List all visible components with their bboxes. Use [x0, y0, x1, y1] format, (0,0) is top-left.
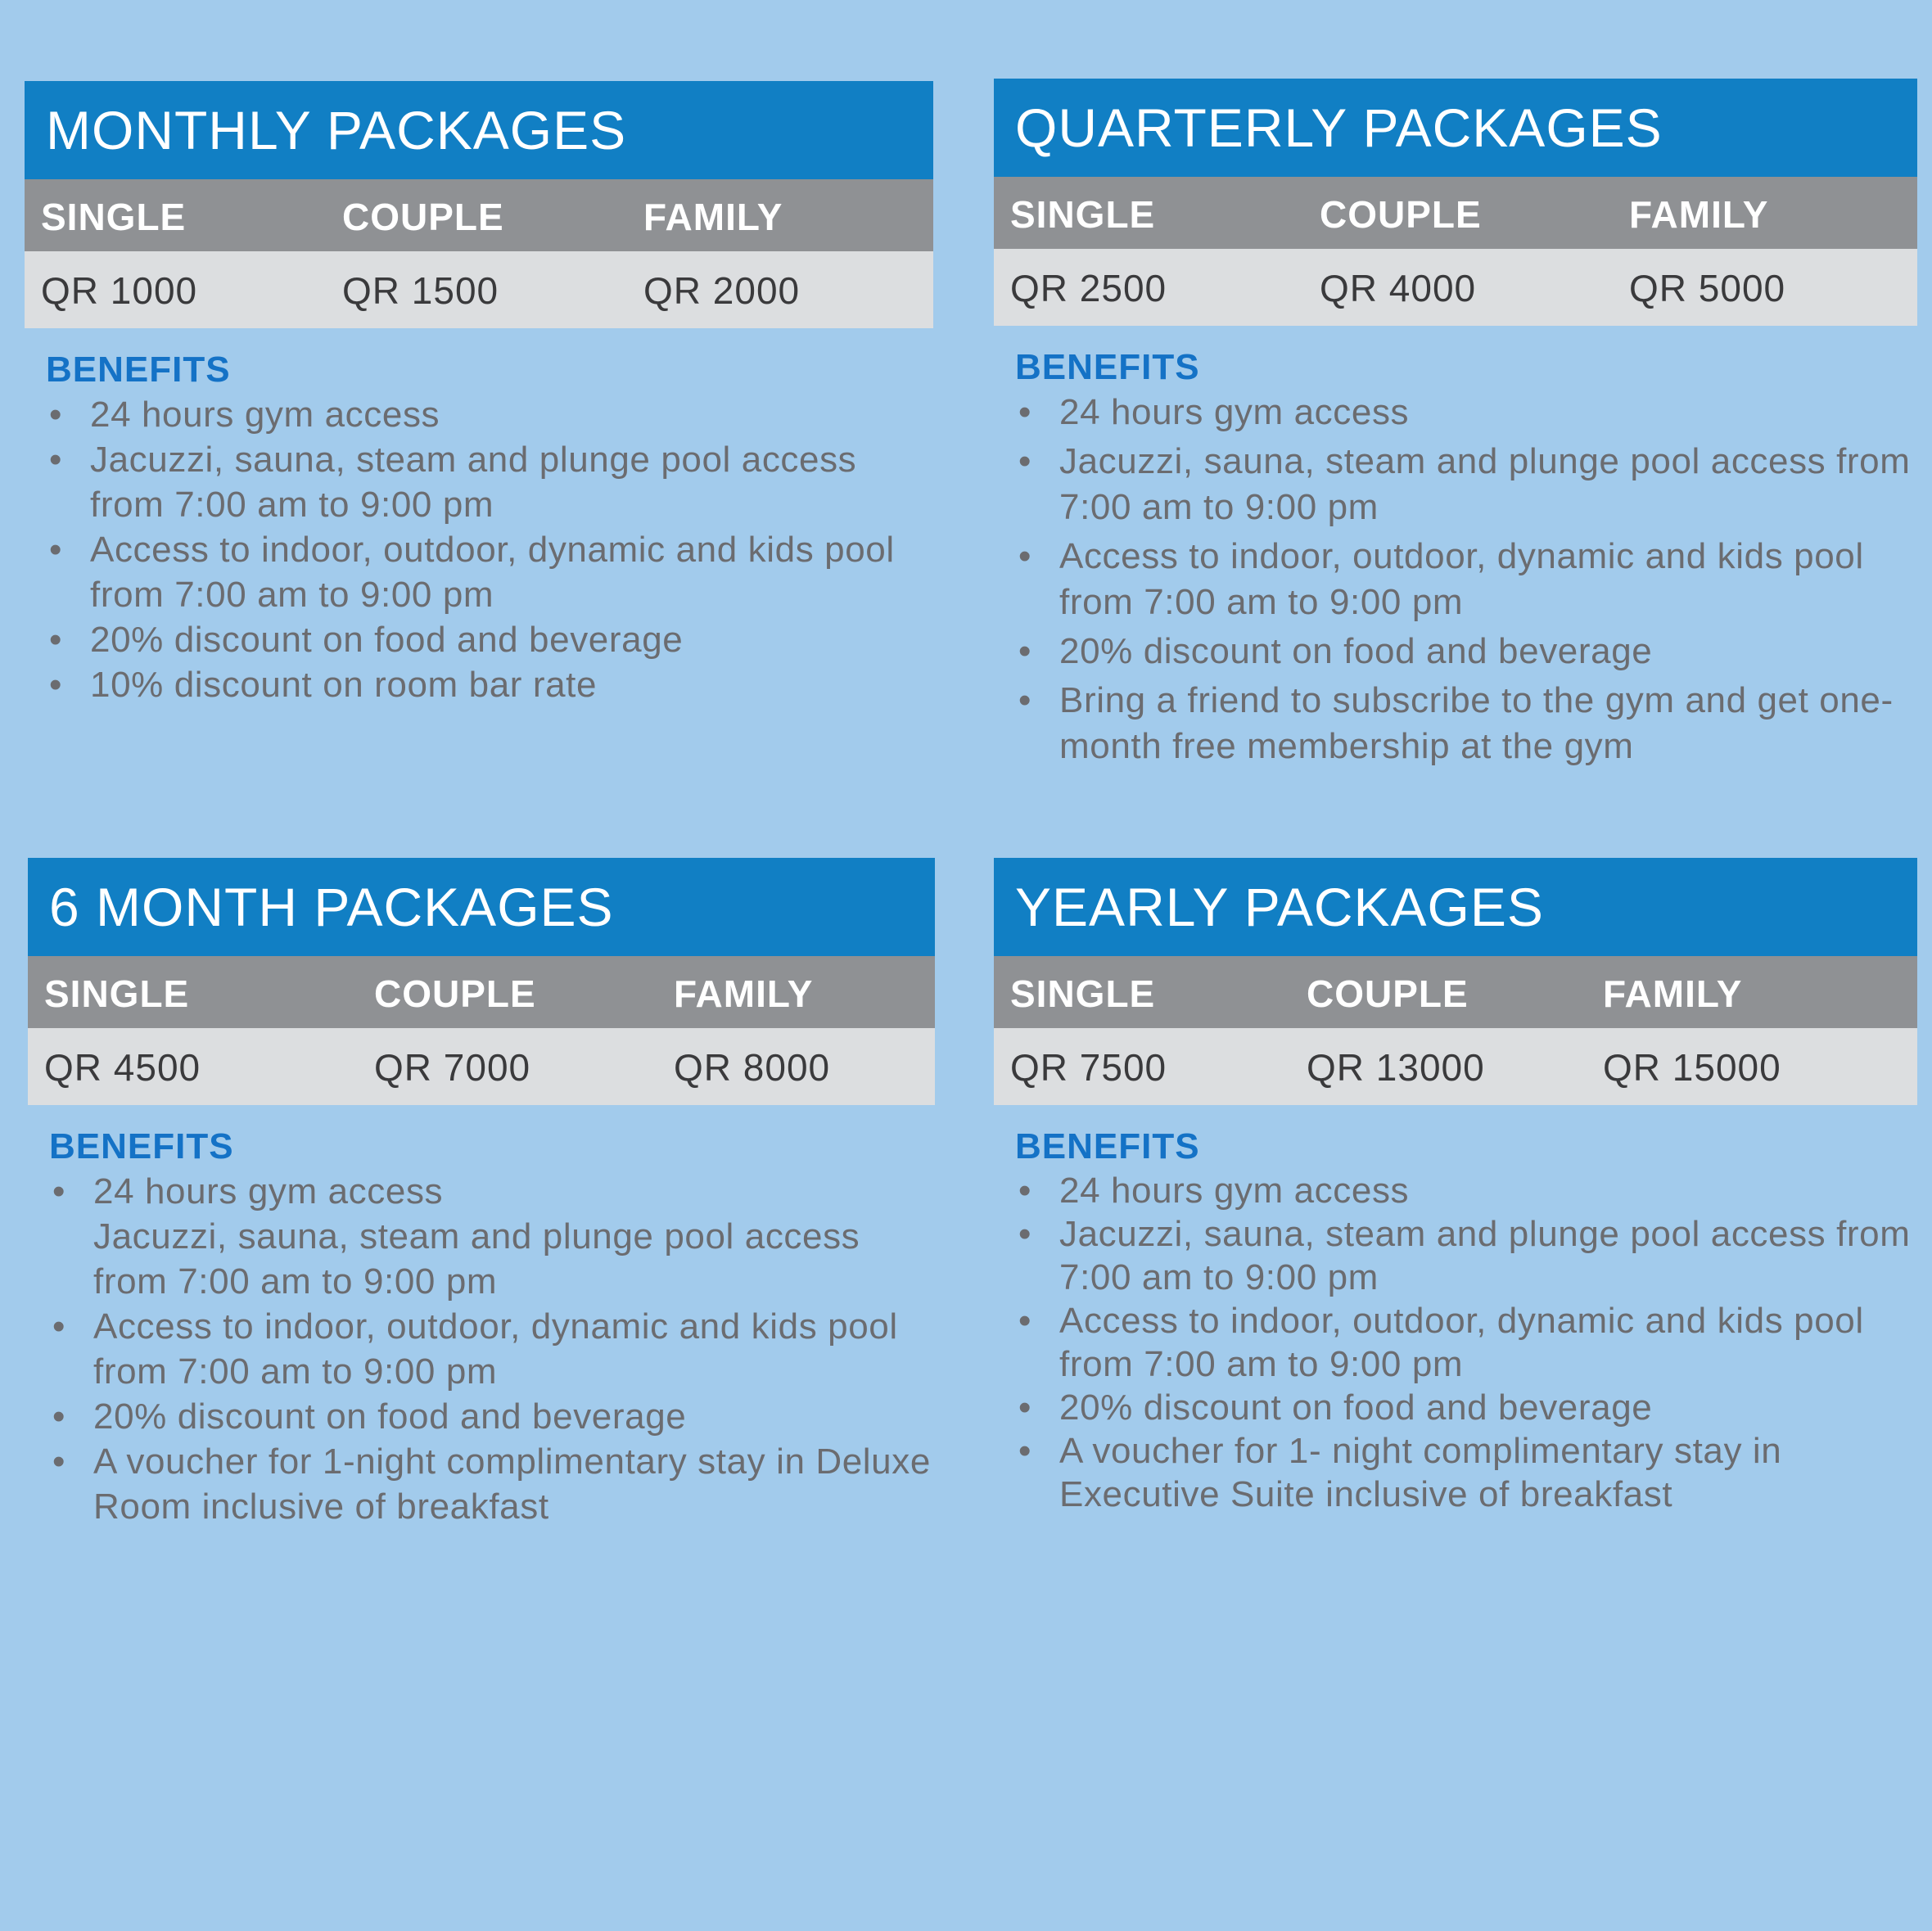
- benefit-text: Access to indoor, outdoor, dynamic and kids pool from 7:00 am to 9:00 pm: [90, 530, 895, 615]
- benefit-item: [46, 527, 933, 617]
- benefit-item: [46, 617, 933, 662]
- benefit-list: [49, 1169, 935, 1529]
- benefit-list: [46, 392, 933, 707]
- tier-price-family: QR 15000: [1603, 1046, 1781, 1089]
- tier-name-family: FAMILY: [643, 196, 783, 238]
- tier-name-single: SINGLE: [1010, 193, 1156, 236]
- tier-price-single: QR 1000: [41, 269, 198, 312]
- bullet-icon: •: [49, 395, 63, 435]
- benefits-section: [994, 1105, 1917, 1516]
- bullet-icon: •: [49, 440, 63, 480]
- bullet-icon: •: [1018, 680, 1032, 720]
- tier-header-row: [28, 956, 935, 1028]
- benefit-text: Jacuzzi, sauna, steam and plunge pool access from 7:00 am to 9:00 pm: [93, 1216, 860, 1302]
- benefit-item: [46, 392, 933, 437]
- benefit-item: [1015, 629, 1917, 674]
- tier-name-couple: COUPLE: [342, 196, 504, 238]
- benefit-item: [1015, 1299, 1917, 1386]
- benefit-text: Access to indoor, outdoor, dynamic and kids pool from 7:00 am to 9:00 pm: [1059, 536, 1864, 622]
- yearly-package: [994, 858, 1917, 1516]
- bullet-icon: •: [1018, 1171, 1032, 1211]
- bullet-icon: •: [1018, 1214, 1032, 1254]
- benefit-text: 24 hours gym access: [93, 1171, 444, 1211]
- tier-price-couple: QR 4000: [1320, 267, 1477, 309]
- tier-price-single: QR 2500: [1010, 267, 1167, 309]
- bullet-icon: •: [49, 620, 63, 660]
- benefit-item: [49, 1304, 935, 1394]
- package-title: QUARTERLY PACKAGES: [994, 79, 1917, 177]
- tier-name-family: FAMILY: [1603, 972, 1743, 1015]
- tier-price-row: [28, 1028, 935, 1105]
- tier-name-single: SINGLE: [41, 196, 187, 238]
- tier-price-couple: QR 7000: [374, 1046, 531, 1089]
- tier-price-row: [25, 251, 933, 328]
- tier-name-family: FAMILY: [1629, 193, 1769, 236]
- benefit-item: [1015, 1429, 1917, 1516]
- bullet-icon: •: [52, 1396, 66, 1437]
- benefit-text: 24 hours gym access: [90, 395, 440, 435]
- package-title: YEARLY PACKAGES: [994, 858, 1917, 956]
- benefit-text: A voucher for 1-night complimentary stay in Deluxe Room inclusive of breakfast: [93, 1441, 931, 1527]
- benefit-item: [46, 437, 933, 527]
- benefit-item: [46, 662, 933, 707]
- benefits-section: [25, 328, 933, 707]
- benefit-text: Access to indoor, outdoor, dynamic and kids pool from 7:00 am to 9:00 pm: [93, 1306, 898, 1392]
- tier-name-couple: COUPLE: [1320, 193, 1482, 236]
- tier-price-couple: QR 13000: [1307, 1046, 1485, 1089]
- benefits-section: [28, 1105, 935, 1529]
- bullet-icon: •: [1018, 1387, 1032, 1428]
- six-month-package: [28, 858, 935, 1529]
- tier-name-couple: COUPLE: [374, 972, 536, 1015]
- benefit-item: [49, 1214, 935, 1304]
- benefit-item: [1015, 390, 1917, 435]
- benefit-text: 24 hours gym access: [1059, 1171, 1410, 1211]
- package-title: MONTHLY PACKAGES: [25, 81, 933, 179]
- benefit-text: 20% discount on food and beverage: [1059, 1387, 1653, 1428]
- bullet-icon: •: [1018, 1301, 1032, 1341]
- quarterly-package: [994, 79, 1917, 773]
- benefit-list: [1015, 1169, 1917, 1516]
- bullet-icon: •: [49, 665, 63, 705]
- tier-price-single: QR 7500: [1010, 1046, 1167, 1089]
- bullet-icon: •: [1018, 392, 1032, 432]
- benefit-text: Jacuzzi, sauna, steam and plunge pool access from 7:00 am to 9:00 pm: [1059, 441, 1911, 527]
- benefit-text: 20% discount on food and beverage: [90, 620, 684, 660]
- tier-name-family: FAMILY: [674, 972, 814, 1015]
- benefit-item: [1015, 678, 1917, 769]
- benefit-text: 20% discount on food and beverage: [1059, 631, 1653, 671]
- tier-price-family: QR 2000: [643, 269, 801, 312]
- package-title: 6 MONTH PACKAGES: [28, 858, 935, 956]
- bullet-icon: •: [1018, 441, 1032, 481]
- bullet-icon: •: [49, 530, 63, 570]
- bullet-icon: •: [1018, 536, 1032, 576]
- benefits-section: [994, 326, 1917, 769]
- benefit-text: Access to indoor, outdoor, dynamic and kids pool from 7:00 am to 9:00 pm: [1059, 1301, 1864, 1384]
- tier-name-couple: COUPLE: [1307, 972, 1469, 1015]
- bullet-icon: •: [52, 1171, 66, 1211]
- monthly-package: [25, 81, 933, 707]
- bullet-icon: •: [52, 1441, 66, 1482]
- benefit-text: 24 hours gym access: [1059, 392, 1410, 432]
- tier-price-row: [994, 1028, 1917, 1105]
- tier-price-family: QR 8000: [674, 1046, 831, 1089]
- benefit-item: [1015, 1169, 1917, 1212]
- tier-price-row: [994, 249, 1917, 326]
- benefits-title: BENEFITS: [1015, 1126, 1200, 1166]
- benefit-list: [1015, 390, 1917, 769]
- benefit-item: [49, 1439, 935, 1529]
- bullet-icon: •: [52, 1306, 66, 1347]
- benefit-text: Jacuzzi, sauna, steam and plunge pool access from 7:00 am to 9:00 pm: [1059, 1214, 1911, 1297]
- tier-header-row: [994, 177, 1917, 249]
- benefits-title: BENEFITS: [46, 350, 231, 390]
- bullet-icon: •: [1018, 1431, 1032, 1471]
- benefit-item: [1015, 439, 1917, 530]
- benefits-title: BENEFITS: [49, 1126, 234, 1166]
- benefits-title: BENEFITS: [1015, 347, 1200, 387]
- benefit-item: [1015, 534, 1917, 625]
- bullet-icon: •: [1018, 631, 1032, 671]
- benefit-text: 20% discount on food and beverage: [93, 1396, 687, 1437]
- benefit-item: [1015, 1386, 1917, 1429]
- tier-price-family: QR 5000: [1629, 267, 1786, 309]
- benefit-text: Bring a friend to subscribe to the gym and get one-month free membership at the gym: [1059, 680, 1894, 766]
- tier-header-row: [25, 179, 933, 251]
- benefit-text: 10% discount on room bar rate: [90, 665, 598, 705]
- tier-header-row: [994, 956, 1917, 1028]
- tier-price-couple: QR 1500: [342, 269, 499, 312]
- benefit-item: [1015, 1212, 1917, 1299]
- tier-price-single: QR 4500: [44, 1046, 201, 1089]
- benefit-item: [49, 1169, 935, 1214]
- benefit-item: [49, 1394, 935, 1439]
- tier-name-single: SINGLE: [1010, 972, 1156, 1015]
- tier-name-single: SINGLE: [44, 972, 190, 1015]
- benefit-text: A voucher for 1- night complimentary stay in Executive Suite inclusive of breakfast: [1059, 1431, 1782, 1514]
- benefit-text: Jacuzzi, sauna, steam and plunge pool access from 7:00 am to 9:00 pm: [90, 440, 857, 525]
